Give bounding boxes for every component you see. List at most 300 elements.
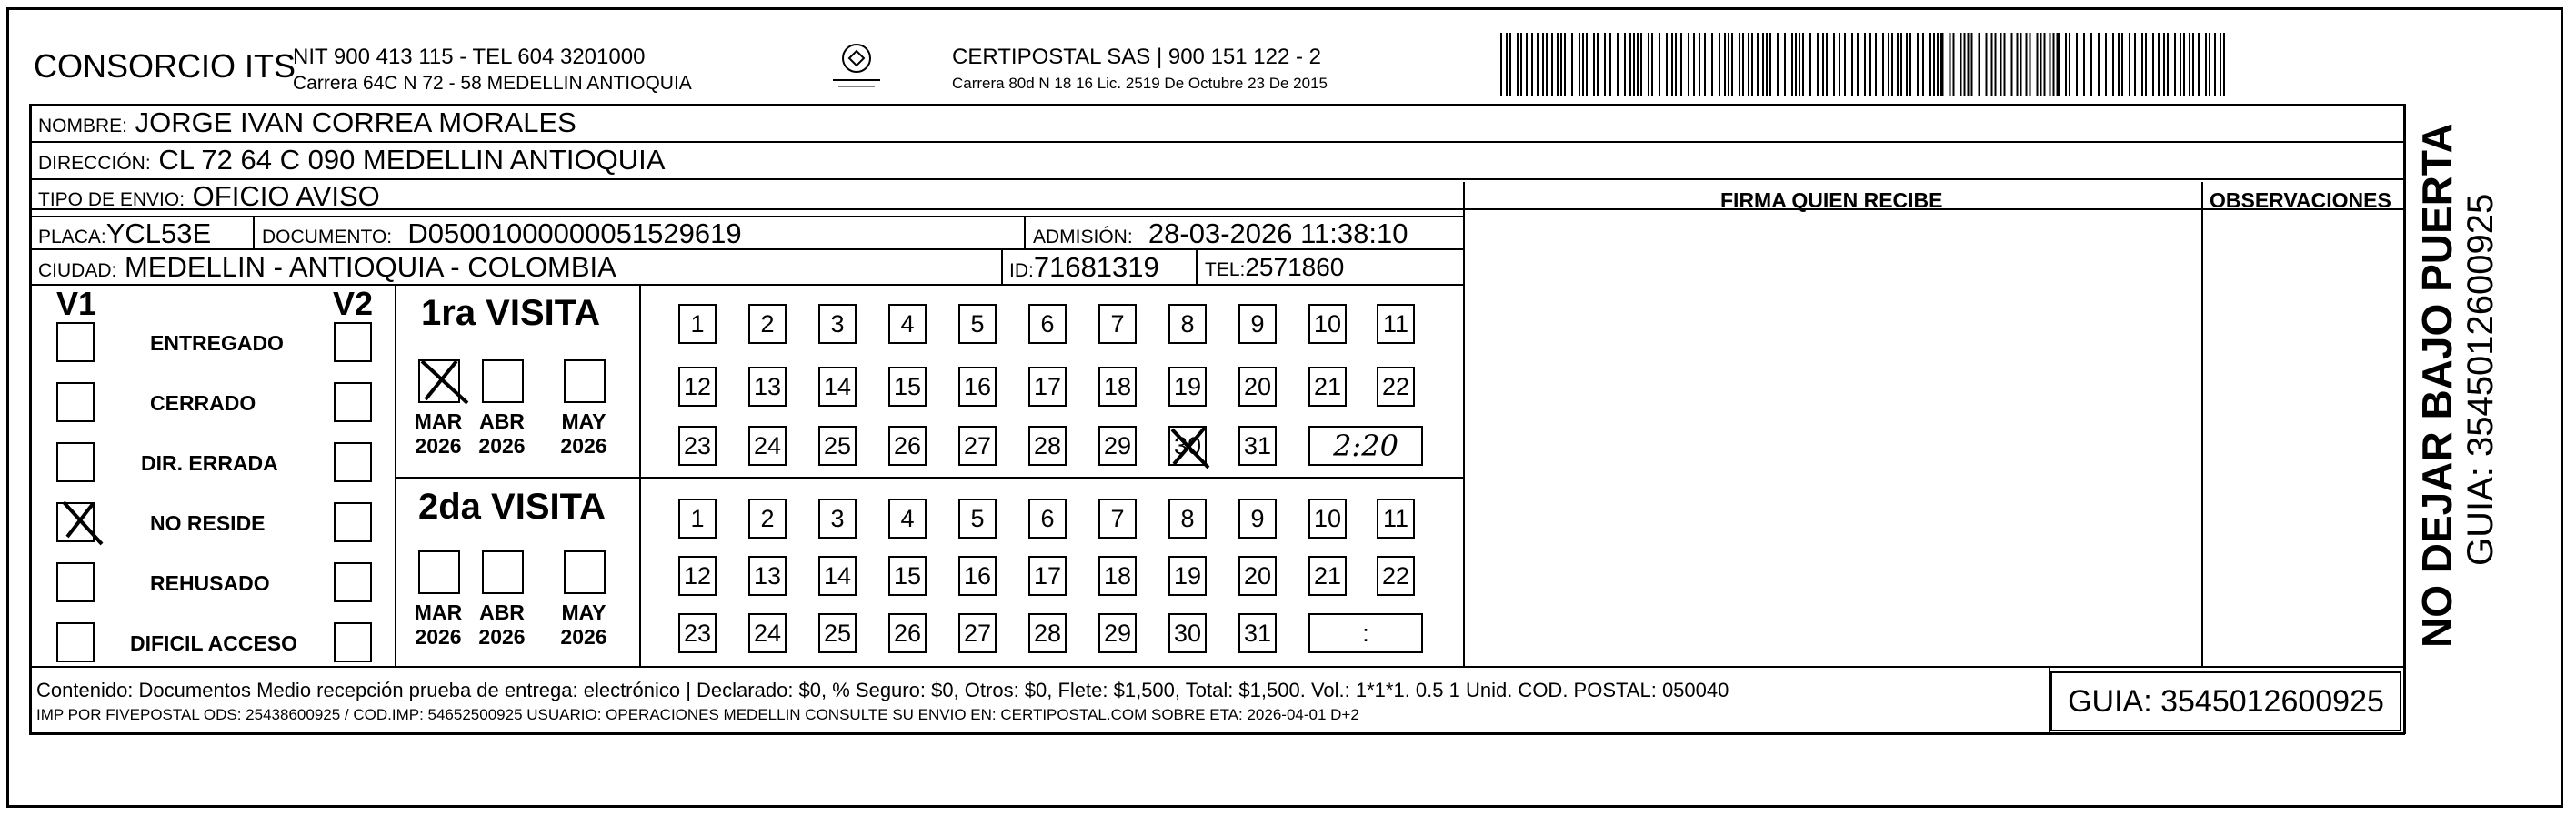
month-label	[411, 409, 466, 459]
day-box[interactable]	[958, 556, 997, 596]
barcode-bar	[1688, 33, 1689, 96]
barcode-bar	[1906, 33, 1908, 96]
barcode-bar	[1526, 33, 1528, 96]
barcode-bar	[2017, 33, 2019, 96]
day-box[interactable]	[1238, 304, 1277, 344]
month-label	[556, 409, 611, 459]
barcode-bar	[1864, 33, 1866, 96]
day-box[interactable]	[1238, 556, 1277, 596]
day-number: 21	[1313, 562, 1342, 590]
day-box[interactable]	[1168, 367, 1207, 407]
day-number: 9	[1250, 505, 1265, 532]
day-number: 6	[1040, 505, 1055, 532]
status-label: CERRADO	[150, 391, 256, 415]
day-box[interactable]	[818, 426, 857, 466]
day-box[interactable]	[1168, 613, 1207, 653]
day-number: 13	[753, 373, 782, 400]
no-dejar-notice: NO DEJAR BAJO PUERTA	[2413, 123, 2461, 648]
grid-line	[253, 217, 255, 248]
month-label	[475, 409, 529, 459]
day-number: 22	[1381, 373, 1410, 400]
barcode-bar	[1891, 33, 1893, 96]
footer-print-info: IMP POR FIVEPOSTAL ODS: 25438600925 / COD.IMP: 54652500925 USUARIO: OPERACIONES MEDELLIN CONSULTE SU ENVIO EN: CERTIPOSTAL.COM SOBRE ETA: 2026-04-01 D+2	[36, 706, 1359, 723]
barcode-bar	[2192, 33, 2194, 96]
barcode-bar	[1844, 33, 1846, 96]
barcode-bar	[2105, 33, 2107, 96]
day-box[interactable]	[678, 613, 717, 653]
day-number: 12	[683, 562, 712, 590]
v1-checkbox[interactable]	[56, 322, 95, 362]
day-box[interactable]	[1098, 426, 1137, 466]
barcode-bar	[1582, 33, 1584, 96]
v1-checkbox[interactable]	[56, 382, 95, 422]
barcode-bar	[1817, 33, 1819, 96]
barcode-bar	[1604, 33, 1606, 96]
day-box[interactable]	[748, 304, 787, 344]
nombre-value: JORGE IVAN CORREA MORALES	[135, 106, 576, 138]
month-year: 2026	[415, 625, 462, 649]
day-number: 25	[823, 620, 852, 647]
day-box[interactable]	[1238, 499, 1277, 539]
barcode-bar	[1633, 33, 1635, 96]
day-box[interactable]	[1238, 613, 1277, 653]
day-number: 11	[1382, 505, 1409, 532]
barcode-bar	[1802, 33, 1804, 96]
barcode-bar	[1857, 33, 1859, 96]
barcode-bar	[2198, 33, 2200, 96]
day-box[interactable]	[1098, 304, 1137, 344]
day-box[interactable]	[958, 367, 997, 407]
day-number: 30	[1173, 620, 1202, 647]
day-number: 7	[1110, 310, 1125, 338]
day-number: 23	[683, 432, 712, 459]
day-number: 27	[963, 620, 992, 647]
day-number: 14	[823, 373, 852, 400]
barcode-bar	[1833, 33, 1835, 96]
barcode-bar	[1953, 33, 1955, 96]
day-number: 30	[1173, 432, 1202, 459]
barcode-bar	[1680, 33, 1682, 96]
barcode-bar	[1940, 33, 1944, 96]
day-number: 17	[1033, 373, 1062, 400]
barcode-bar	[1593, 33, 1595, 96]
direccion-label: DIRECCIÓN:	[38, 153, 151, 174]
tel-label: TEL:	[1205, 259, 1246, 280]
day-number: 1	[690, 505, 705, 532]
day-number: 4	[900, 505, 915, 532]
day-box[interactable]	[1168, 304, 1207, 344]
barcode-bar	[1557, 33, 1559, 96]
barcode-bar	[1724, 33, 1726, 96]
day-number: 28	[1033, 620, 1062, 647]
tel-field	[1205, 252, 1344, 286]
day-box[interactable]	[1028, 367, 1067, 407]
day-number: 16	[963, 373, 992, 400]
observaciones-header: OBSERVACIONES	[2210, 188, 2391, 212]
v1-checkbox[interactable]	[56, 442, 95, 482]
barcode-bar	[2158, 33, 2160, 96]
barcode-bar	[2112, 33, 2114, 96]
day-box[interactable]	[888, 499, 927, 539]
barcode-bar	[1531, 33, 1533, 96]
id-value: 71681319	[1033, 251, 1159, 283]
barcode-bar	[2220, 33, 2221, 96]
barcode-bar	[1784, 33, 1786, 96]
time-box[interactable]	[1308, 426, 1423, 466]
day-box[interactable]	[818, 613, 857, 653]
status-label: DIR. ERRADA	[141, 451, 278, 475]
barcode-bar	[1888, 33, 1889, 96]
day-box[interactable]	[1377, 556, 1415, 596]
day-box[interactable]	[678, 426, 717, 466]
barcode-bar	[1909, 33, 1911, 96]
barcode-bar	[2090, 33, 2092, 96]
v2-checkbox[interactable]	[334, 502, 372, 542]
day-number: 5	[970, 310, 985, 338]
grid-line	[29, 104, 32, 734]
grid-line	[1463, 182, 1465, 668]
admision-field	[1033, 218, 1408, 253]
tipo-field	[38, 181, 380, 216]
status-label: DIFICIL ACCESO	[130, 631, 298, 655]
barcode-bar	[1704, 33, 1706, 96]
certipostal-info	[952, 44, 1328, 96]
company-address: Carrera 64C N 72 - 58 MEDELLIN ANTIOQUIA	[293, 73, 692, 94]
v2-checkbox[interactable]	[334, 562, 372, 602]
barcode-bar	[1766, 33, 1768, 96]
day-number: 26	[893, 620, 922, 647]
month-checkbox[interactable]	[564, 550, 606, 594]
barcode-bar	[1995, 33, 1997, 96]
company-info	[293, 44, 692, 96]
month-name: MAR	[414, 600, 463, 624]
day-number: 31	[1243, 620, 1272, 647]
barcode-bar	[1675, 33, 1677, 96]
day-box[interactable]	[958, 613, 997, 653]
documento-label: DOCUMENTO:	[262, 227, 393, 247]
barcode-bar	[2044, 33, 2046, 96]
admision-value: 28-03-2026 11:38:10	[1148, 217, 1408, 249]
barcode-bar	[1537, 33, 1539, 96]
day-number: 11	[1382, 310, 1409, 338]
barcode-bar	[1799, 33, 1800, 96]
time-box[interactable]	[1308, 613, 1423, 653]
tipo-label: TIPO DE ENVIO:	[38, 189, 185, 210]
grid-line	[1024, 217, 1026, 248]
day-box[interactable]	[888, 304, 927, 344]
barcode-bar	[1897, 33, 1899, 96]
barcode-bar	[1937, 33, 1939, 96]
barcode-bar	[2098, 33, 2100, 96]
day-number: 14	[823, 562, 852, 590]
barcode-bar	[1609, 33, 1611, 96]
day-box[interactable]	[1308, 304, 1347, 344]
day-box[interactable]	[678, 367, 717, 407]
barcode-bar	[1560, 33, 1562, 96]
barcode-bar	[1659, 33, 1660, 96]
barcode	[1500, 33, 2228, 96]
barcode-bar	[1875, 33, 1877, 96]
day-box[interactable]	[678, 304, 717, 344]
barcode-bar	[1648, 33, 1649, 96]
barcode-bar	[1839, 33, 1840, 96]
day-number: 15	[893, 373, 922, 400]
day-box[interactable]	[1028, 426, 1067, 466]
certipostal-address: Carrera 80d N 18 16 Lic. 2519 De Octubre 23 De 2015	[952, 75, 1328, 92]
grid-line	[395, 477, 1465, 479]
placa-value: YCL53E	[105, 217, 212, 249]
barcode-bar	[1571, 33, 1573, 96]
day-number: 17	[1033, 562, 1062, 590]
day-box[interactable]	[818, 556, 857, 596]
v2-checkbox[interactable]	[334, 622, 372, 662]
day-box[interactable]	[888, 426, 927, 466]
month-checkbox[interactable]	[564, 359, 606, 403]
barcode-bar	[1979, 33, 1980, 96]
day-box[interactable]	[1377, 304, 1415, 344]
day-box[interactable]	[1098, 613, 1137, 653]
day-number: 19	[1173, 373, 1202, 400]
barcode-bar	[2000, 33, 2002, 96]
barcode-bar	[1624, 33, 1626, 96]
day-box[interactable]	[888, 613, 927, 653]
day-box[interactable]	[1098, 499, 1137, 539]
month-year: 2026	[478, 434, 526, 458]
day-box[interactable]	[678, 499, 717, 539]
barcode-bar	[2011, 33, 2013, 96]
company-name: CONSORCIO ITS	[34, 47, 296, 85]
barcode-bar	[2134, 33, 2136, 96]
month-year: 2026	[560, 434, 607, 458]
status-label: ENTREGADO	[150, 331, 284, 355]
barcode-bar	[2129, 33, 2130, 96]
v2-checkbox[interactable]	[334, 322, 372, 362]
day-box[interactable]	[1098, 367, 1137, 407]
grid-line	[2201, 182, 2203, 668]
day-box[interactable]	[748, 556, 787, 596]
barcode-bar	[1506, 33, 1508, 96]
barcode-bar	[1699, 33, 1700, 96]
barcode-bar	[2037, 33, 2039, 96]
barcode-bar	[2057, 33, 2060, 96]
nit-line: NIT 900 413 115 - TEL 604 3201000	[293, 45, 646, 69]
barcode-bar	[1964, 33, 1966, 96]
month-name: ABR	[479, 600, 525, 624]
second-visit-title: 2da VISITA	[418, 487, 606, 527]
month-checkbox[interactable]	[418, 550, 460, 594]
nombre-label: NOMBRE:	[38, 116, 128, 136]
day-box[interactable]	[748, 613, 787, 653]
v1-checkbox[interactable]	[56, 502, 95, 542]
barcode-bar	[2118, 33, 2120, 96]
day-box[interactable]	[1238, 367, 1277, 407]
day-number: 22	[1381, 562, 1410, 590]
barcode-bar	[2141, 33, 2143, 96]
day-number: 24	[753, 620, 782, 647]
barcode-bar	[2189, 33, 2190, 96]
v2-checkbox[interactable]	[334, 442, 372, 482]
barcode-bar	[2205, 33, 2207, 96]
ciudad-value: MEDELLIN - ANTIOQUIA - COLOMBIA	[124, 251, 616, 283]
day-box[interactable]	[1168, 499, 1207, 539]
barcode-bar	[1651, 33, 1653, 96]
ciudad-label: CIUDAD:	[38, 260, 117, 281]
day-number: 24	[753, 432, 782, 459]
barcode-bar	[2030, 33, 2031, 96]
barcode-bar	[1900, 33, 1902, 96]
barcode-bar	[1960, 33, 1962, 96]
status-label: NO RESIDE	[150, 511, 266, 535]
day-number: 6	[1040, 310, 1055, 338]
day-number: 25	[823, 432, 852, 459]
barcode-bar	[1751, 33, 1753, 96]
barcode-bar	[1517, 33, 1519, 96]
day-number: 3	[830, 505, 845, 532]
day-number: 20	[1243, 373, 1272, 400]
certipostal-line: CERTIPOSTAL SAS | 900 151 122 - 2	[952, 45, 1321, 69]
barcode-bar	[2223, 33, 2225, 96]
barcode-bar	[2180, 33, 2181, 96]
day-box[interactable]	[1377, 499, 1415, 539]
barcode-bar	[2163, 33, 2165, 96]
month-label	[475, 600, 529, 650]
month-checkbox[interactable]	[482, 359, 524, 403]
day-box[interactable]	[748, 367, 787, 407]
barcode-bar	[1500, 33, 1502, 96]
day-box[interactable]	[1028, 613, 1067, 653]
barcode-bar	[2053, 33, 2055, 96]
barcode-bar	[2065, 33, 2067, 96]
day-number: 19	[1173, 562, 1202, 590]
day-box[interactable]	[818, 499, 857, 539]
v2-checkbox[interactable]	[334, 382, 372, 422]
barcode-bar	[1769, 33, 1771, 96]
day-number: 31	[1243, 432, 1272, 459]
day-box[interactable]	[1028, 304, 1067, 344]
barcode-bar	[1617, 33, 1619, 96]
tipo-value: OFICIO AVISO	[192, 180, 380, 212]
day-box[interactable]	[1377, 367, 1415, 407]
barcode-bar	[2183, 33, 2185, 96]
day-box[interactable]	[1308, 499, 1347, 539]
day-box[interactable]	[1168, 556, 1207, 596]
barcode-bar	[2214, 33, 2216, 96]
day-number: 18	[1103, 373, 1132, 400]
day-number: 4	[900, 310, 915, 338]
barcode-bar	[1564, 33, 1566, 96]
day-number: 16	[963, 562, 992, 590]
day-box[interactable]	[888, 556, 927, 596]
month-label	[411, 600, 466, 650]
barcode-bar	[1762, 33, 1764, 96]
day-box[interactable]	[748, 426, 787, 466]
day-box[interactable]	[1168, 426, 1207, 466]
day-box[interactable]	[958, 426, 997, 466]
footer-content: Contenido: Documentos Medio recepción prueba de entrega: electrónico | Declarado: $0, % Seguro: $0, Otros: $0, Flete: $1,500, Total: $1,500. Vol.: 1*1*1. 0.5 1 Unid. COD. POSTAL: 050040	[36, 679, 1729, 701]
barcode-bar	[1826, 33, 1828, 96]
day-box[interactable]	[958, 499, 997, 539]
day-box[interactable]	[818, 367, 857, 407]
day-box[interactable]	[1098, 556, 1137, 596]
day-box[interactable]	[748, 499, 787, 539]
day-box[interactable]	[958, 304, 997, 344]
day-number: 7	[1110, 505, 1125, 532]
placa-field	[38, 218, 211, 253]
day-box[interactable]	[1238, 426, 1277, 466]
barcode-bar	[1597, 33, 1599, 96]
grid-line	[639, 286, 641, 666]
admision-label: ADMISIÓN:	[1033, 227, 1133, 247]
month-checkbox[interactable]	[418, 359, 460, 403]
barcode-bar	[2209, 33, 2210, 96]
barcode-bar	[1748, 33, 1749, 96]
side-guia: GUIA: 3545012600925	[2461, 193, 2501, 566]
day-number: 2	[760, 505, 775, 532]
month-year: 2026	[415, 434, 462, 458]
barcode-bar	[1757, 33, 1759, 96]
day-number: 29	[1103, 432, 1132, 459]
day-number: 26	[893, 432, 922, 459]
barcode-bar	[1851, 33, 1853, 96]
month-label	[556, 600, 611, 650]
barcode-bar	[2020, 33, 2022, 96]
day-box[interactable]	[818, 304, 857, 344]
barcode-bar	[1546, 33, 1548, 96]
barcode-bar	[1986, 33, 1988, 96]
barcode-bar	[2145, 33, 2147, 96]
day-number: 5	[970, 505, 985, 532]
barcode-bar	[1640, 33, 1642, 96]
barcode-bar	[1693, 33, 1695, 96]
placa-label: PLACA:	[38, 227, 106, 247]
grid-line	[29, 208, 2405, 210]
day-number: 8	[1180, 310, 1195, 338]
day-number: 10	[1313, 505, 1342, 532]
day-box[interactable]	[678, 556, 717, 596]
month-checkbox[interactable]	[482, 550, 524, 594]
v1-checkbox[interactable]	[56, 622, 95, 662]
time-placeholder: :	[1362, 620, 1369, 647]
v2-header: V2	[333, 285, 374, 322]
handwritten-time: 2:20	[1333, 429, 1398, 463]
day-box[interactable]	[1308, 367, 1347, 407]
barcode-bar	[1742, 33, 1744, 96]
barcode-bar	[2174, 33, 2176, 96]
barcode-bar	[1777, 33, 1779, 96]
day-box[interactable]	[1028, 556, 1067, 596]
day-number: 13	[753, 562, 782, 590]
barcode-bar	[2083, 33, 2085, 96]
month-name: MAR	[414, 409, 463, 433]
day-number: 3	[830, 310, 845, 338]
day-box[interactable]	[1308, 556, 1347, 596]
barcode-bar	[1719, 33, 1720, 96]
day-number: 8	[1180, 505, 1195, 532]
direccion-field	[38, 145, 665, 179]
barcode-bar	[1929, 33, 1931, 96]
barcode-bar	[1822, 33, 1824, 96]
barcode-bar	[1922, 33, 1924, 96]
barcode-bar	[1728, 33, 1729, 96]
barcode-bar	[1809, 33, 1811, 96]
v1-checkbox[interactable]	[56, 562, 95, 602]
day-box[interactable]	[888, 367, 927, 407]
month-year: 2026	[478, 625, 526, 649]
day-number: 21	[1313, 373, 1342, 400]
month-year: 2026	[560, 625, 607, 649]
day-box[interactable]	[1028, 499, 1067, 539]
barcode-bar	[1933, 33, 1935, 96]
